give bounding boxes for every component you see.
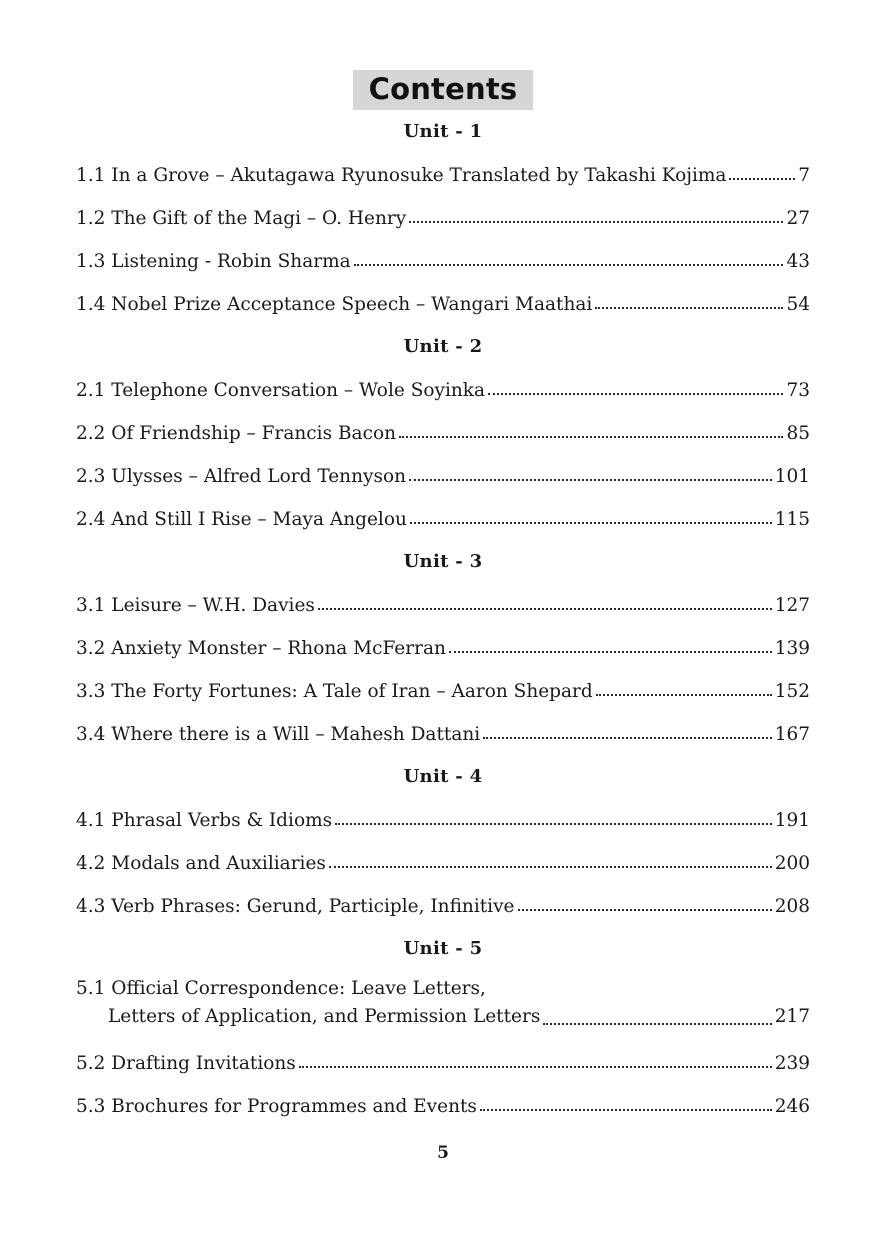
toc-entry	[76, 416, 810, 450]
page-title: Contents	[353, 70, 534, 110]
dot-leader	[449, 651, 772, 653]
entry-page-number: 73	[786, 379, 810, 401]
entry-page-number: 191	[774, 809, 810, 831]
entry-title: 2.2 Of Friendship – Francis Bacon	[76, 422, 396, 444]
entry-title: 2.1 Telephone Conversation – Wole Soyinka	[76, 379, 486, 401]
table-of-contents	[76, 115, 810, 1132]
dot-leader	[488, 393, 783, 395]
dot-leader	[480, 1109, 772, 1111]
dot-leader	[729, 178, 795, 180]
unit-heading: Unit - 5	[403, 938, 483, 959]
entry-page-number: 85	[786, 422, 810, 444]
entry-page-number: 27	[786, 207, 810, 229]
toc-entry	[76, 1089, 810, 1123]
toc-entry	[76, 846, 810, 880]
entry-page-number: 101	[774, 465, 810, 487]
dot-leader	[299, 1066, 772, 1068]
dot-leader	[329, 866, 772, 868]
dot-leader	[354, 264, 784, 266]
unit-heading: Unit - 4	[403, 766, 483, 787]
toc-entry	[76, 158, 810, 192]
entry-page-number: 115	[774, 508, 810, 530]
entry-title: Letters of Application, and Permission Letters	[108, 1006, 541, 1027]
entry-page-number: 200	[774, 852, 810, 874]
toc-entry	[76, 674, 810, 708]
entry-page-number: 239	[774, 1052, 810, 1074]
toc-entry	[76, 631, 810, 665]
toc-entry	[76, 588, 810, 622]
title-area	[0, 70, 886, 110]
toc-entry	[76, 1046, 810, 1080]
entry-page-number: 139	[774, 637, 810, 659]
entry-page-number: 167	[774, 723, 810, 745]
entry-title: 3.2 Anxiety Monster – Rhona McFerran	[76, 637, 446, 659]
entry-title: 2.3 Ulysses – Alfred Lord Tennyson	[76, 465, 407, 487]
dot-leader	[409, 479, 772, 481]
entry-title: 5.2 Drafting Invitations	[76, 1052, 296, 1074]
toc-entry	[76, 287, 810, 321]
entry-page-number: 127	[774, 594, 810, 616]
toc-entry	[76, 459, 810, 493]
entry-title: 3.4 Where there is a Will – Mahesh Dattani	[76, 723, 481, 745]
toc-entry	[76, 502, 810, 536]
entry-page-number: 7	[798, 164, 810, 186]
entry-title: 4.2 Modals and Auxiliaries	[76, 852, 326, 874]
entry-title: 1.2 The Gift of the Magi – O. Henry	[76, 207, 407, 229]
entry-page-number: 43	[786, 250, 810, 272]
dot-leader	[543, 1023, 771, 1025]
entry-title: 5.3 Brochures for Programmes and Events	[76, 1095, 477, 1117]
entry-title: 3.1 Leisure – W.H. Davies	[76, 594, 315, 616]
toc-entry	[76, 975, 810, 1037]
entry-page-number: 54	[786, 293, 810, 315]
dot-leader	[318, 608, 772, 610]
unit-heading: Unit - 3	[403, 551, 483, 572]
toc-entry	[76, 244, 810, 278]
entry-title: 4.3 Verb Phrases: Gerund, Participle, Infinitive	[76, 895, 515, 917]
toc-entry	[76, 373, 810, 407]
unit-heading: Unit - 1	[403, 121, 483, 142]
entry-title: 2.4 And Still I Rise – Maya Angelou	[76, 508, 407, 530]
entry-page-number: 208	[774, 895, 810, 917]
dot-leader	[409, 221, 783, 223]
entry-page-number: 246	[774, 1095, 810, 1117]
toc-entry	[76, 889, 810, 923]
dot-leader	[483, 737, 771, 739]
dot-leader	[518, 909, 772, 911]
entry-page-number: 152	[774, 680, 810, 702]
entry-title: 1.3 Listening - Robin Sharma	[76, 250, 351, 272]
dot-leader	[399, 436, 783, 438]
entry-title: 4.1 Phrasal Verbs & Idioms	[76, 809, 333, 831]
entry-title: 1.4 Nobel Prize Acceptance Speech – Wangari Maathai	[76, 293, 593, 315]
toc-entry	[76, 803, 810, 837]
page-number: 5	[437, 1143, 449, 1163]
dot-leader	[596, 694, 772, 696]
toc-entry	[76, 201, 810, 235]
unit-heading: Unit - 2	[403, 336, 483, 357]
entry-title: 5.1 Official Correspondence: Leave Letters,	[76, 978, 486, 999]
dot-leader	[335, 823, 772, 825]
entry-page-number: 217	[774, 1006, 810, 1027]
toc-entry	[76, 717, 810, 751]
dot-leader	[410, 522, 772, 524]
dot-leader	[595, 307, 783, 309]
entry-title: 3.3 The Forty Fortunes: A Tale of Iran – Aaron Shepard	[76, 680, 593, 702]
entry-title: 1.1 In a Grove – Akutagawa Ryunosuke Translated by Takashi Kojima	[76, 164, 727, 186]
